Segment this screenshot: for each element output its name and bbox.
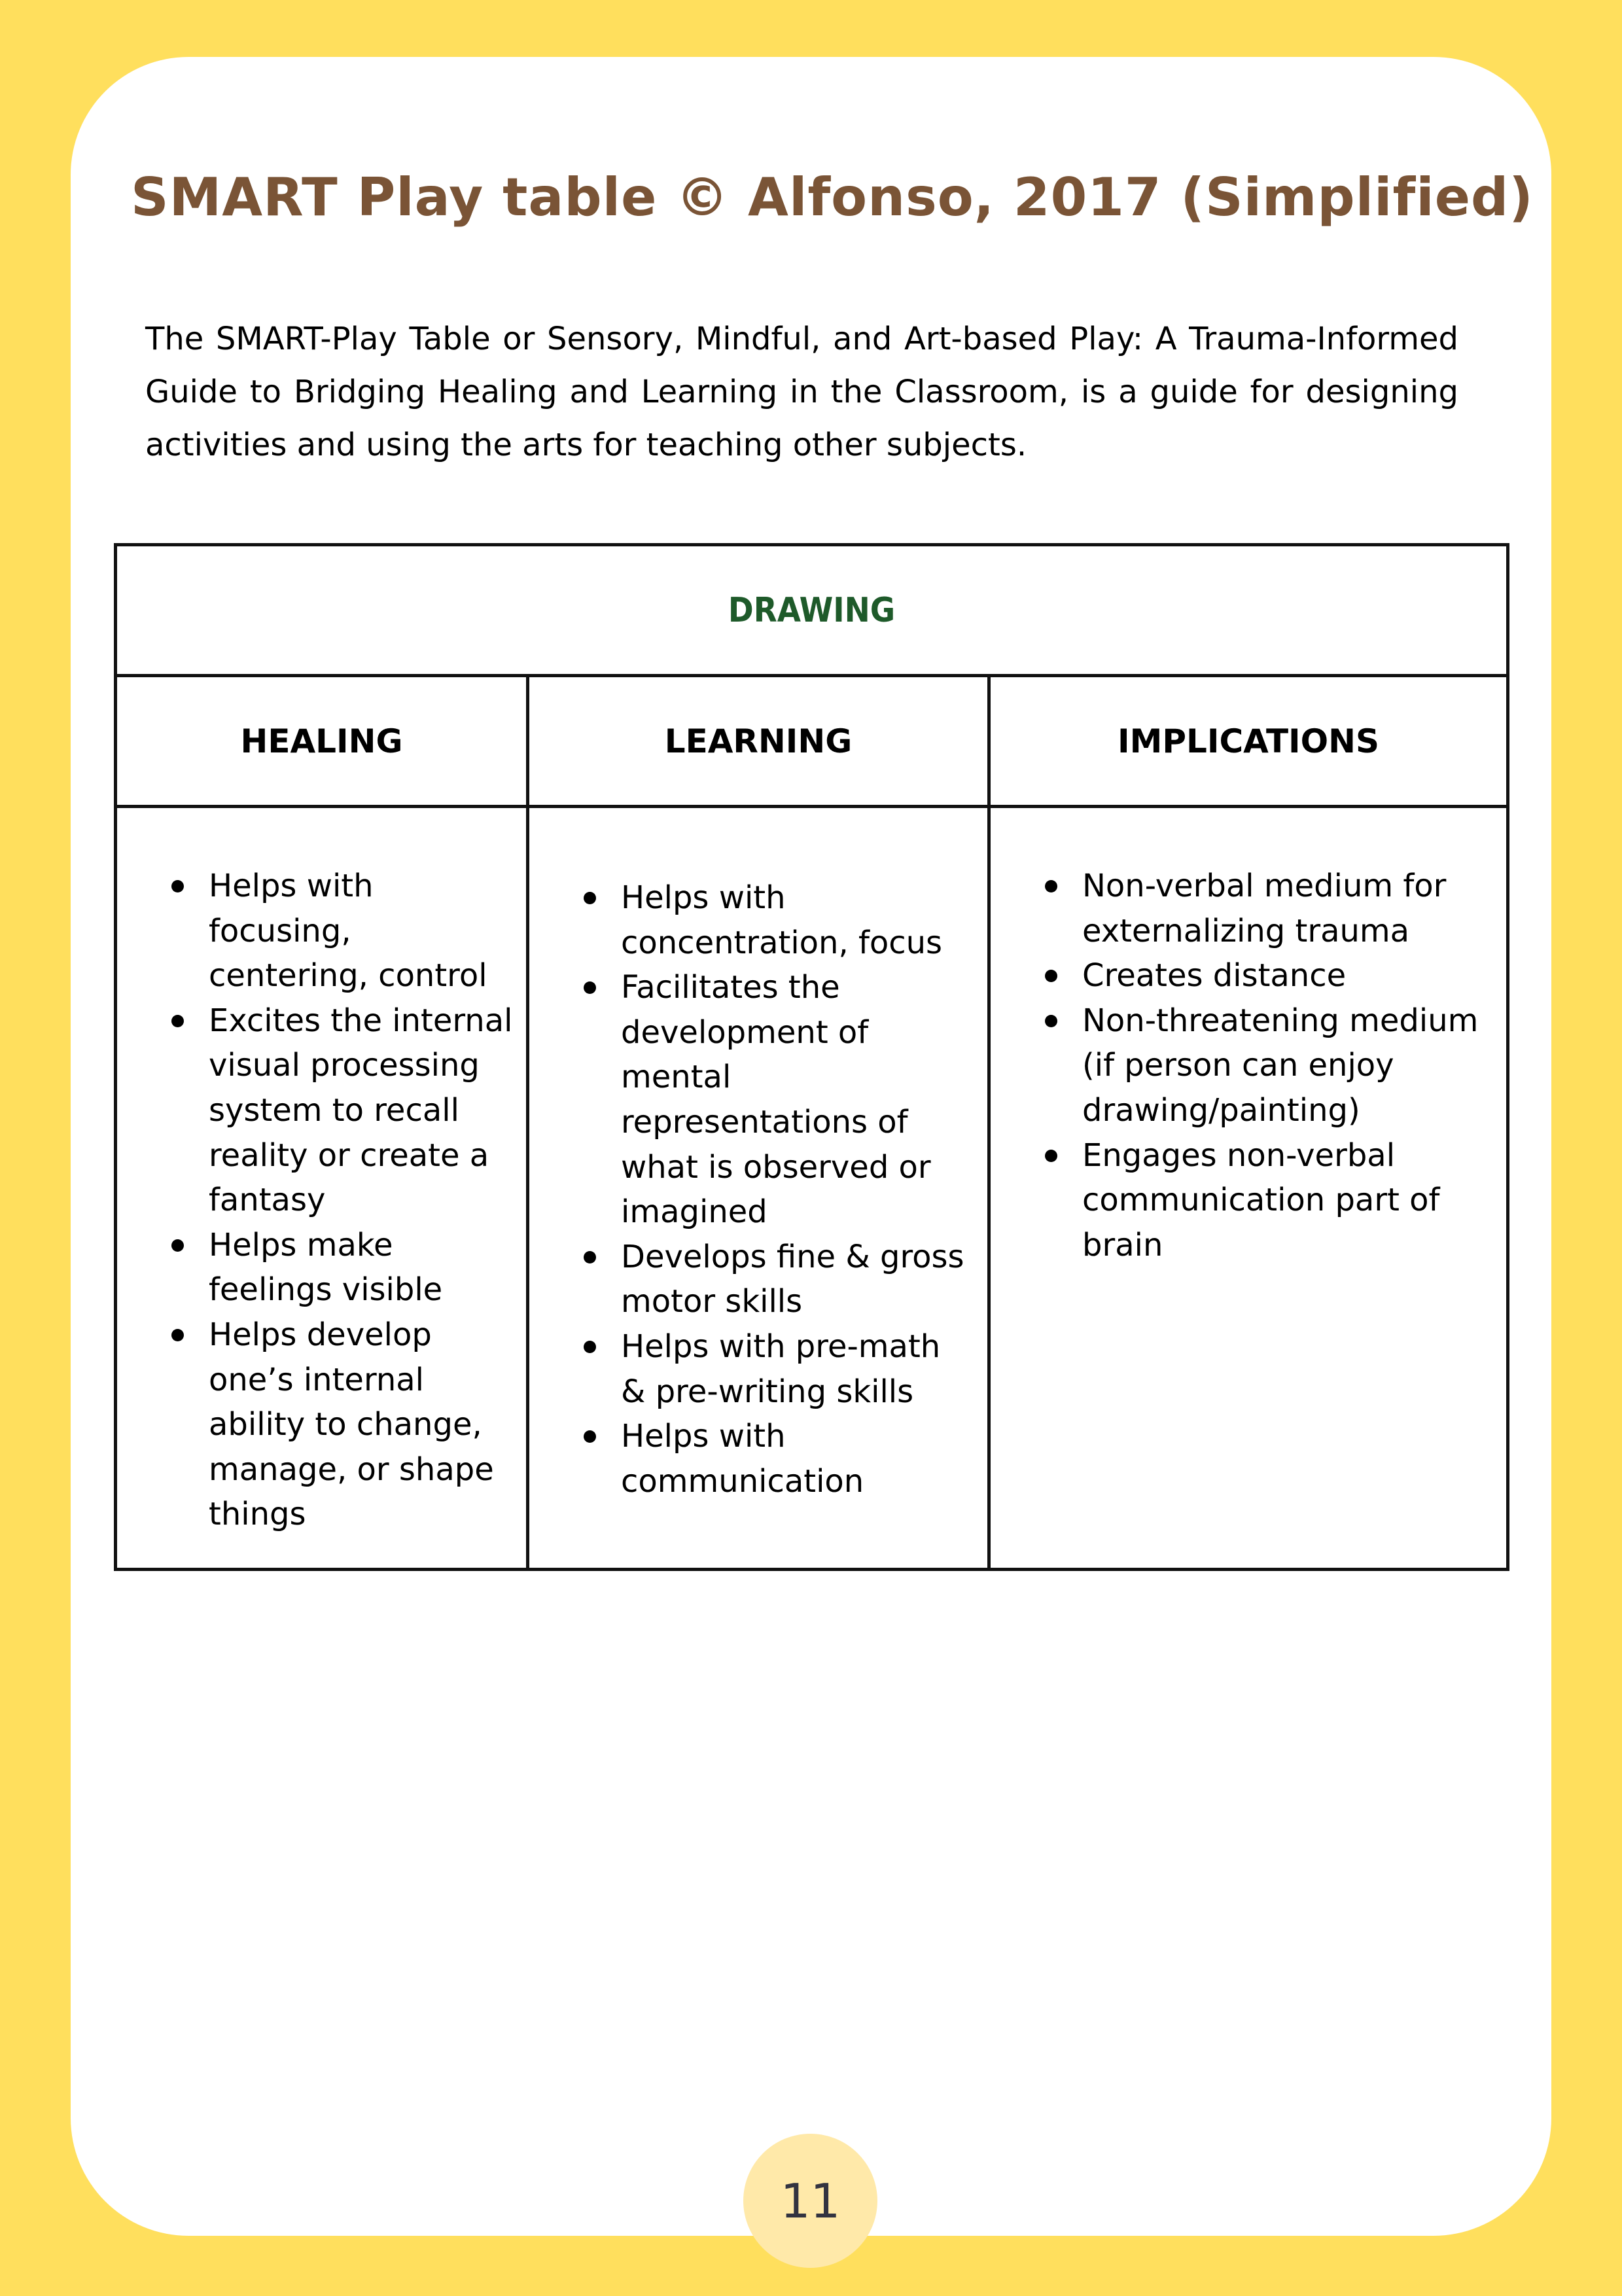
- healing-item: Helps with focusing, centering, control: [209, 864, 513, 998]
- implications-item: Non-verbal medium for externalizing trauma: [1082, 864, 1480, 953]
- learning-item: Facilitates the development of mental representations of what is observed or imagined: [621, 965, 974, 1235]
- implications-item: Creates distance: [1082, 953, 1480, 998]
- column-header-healing: HEALING: [116, 676, 528, 807]
- learning-item: Helps with concentration, focus: [621, 875, 974, 965]
- page-number-badge: [743, 2134, 877, 2268]
- content-row: [116, 807, 1508, 1570]
- column-header-implications: IMPLICATIONS: [989, 676, 1508, 807]
- column-header-learning: LEARNING: [528, 676, 989, 807]
- learning-list: [529, 808, 987, 1504]
- page-number: 11: [780, 2173, 841, 2229]
- healing-list: [117, 808, 526, 1537]
- table-heading-row: [116, 545, 1508, 676]
- learning-item: Helps with communication: [621, 1414, 974, 1504]
- smart-play-table: [114, 543, 1509, 1571]
- learning-item: Helps with pre-math & pre-writing skills: [621, 1324, 974, 1414]
- implications-item: Non-threatening medium (if person can enjoy drawing/painting): [1082, 998, 1480, 1133]
- learning-item: Develops fine & gross motor skills: [621, 1235, 974, 1324]
- healing-cell: [116, 807, 528, 1570]
- column-header-row: [116, 676, 1508, 807]
- healing-item: Helps make feelings visible: [209, 1223, 513, 1313]
- healing-item: Helps develop one’s internal ability to change, manage, or shape things: [209, 1313, 513, 1537]
- healing-item: Excites the internal visual processing system to recall reality or create a fantasy: [209, 998, 513, 1223]
- learning-cell: [528, 807, 989, 1570]
- implications-list: [991, 808, 1506, 1267]
- drawing-heading: DRAWING: [116, 545, 1508, 676]
- implications-item: Engages non-verbal communication part of brain: [1082, 1133, 1480, 1268]
- intro-paragraph: The SMART-Play Table or Sensory, Mindful, and Art-based Play: A Trauma-Informed Guide to Bridging Healing and Learning in the Classroom, is a guide for designing activities and using the arts for teaching other subjects.: [145, 321, 1458, 463]
- implications-cell: [989, 807, 1508, 1570]
- page-title: SMART Play table © Alfonso, 2017 (Simplified): [131, 167, 1534, 228]
